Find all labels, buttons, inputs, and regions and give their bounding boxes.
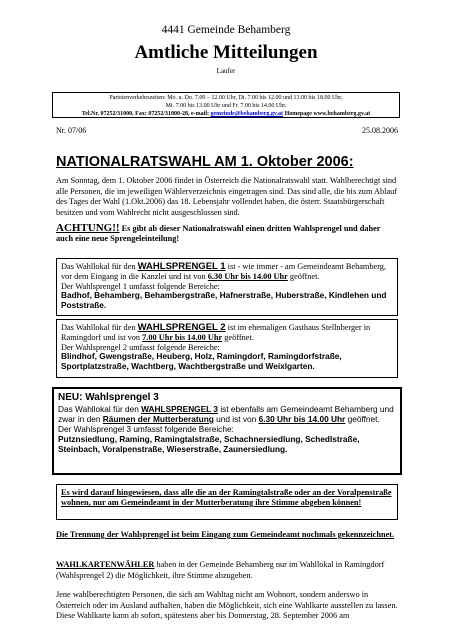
sprengel-3-place: Räumen der Mutterberatung — [102, 414, 214, 424]
wahlkarten-text: haben in der Gemeinde Behamberg nur im Wahllokal in Ramingdorf (Wahlsprengel 2) die Möglichkeit, ihre Stimme abzugeben. — [56, 560, 385, 580]
issue-line — [56, 126, 398, 135]
sprengel-3-areas-intro: Der Wahlsprengel 3 umfasst folgende Bereiche: — [58, 424, 234, 434]
municipality-name: 4441 Gemeinde Behamberg — [161, 24, 291, 36]
sprengel-2-intro — [61, 323, 393, 343]
homepage-text: Homepage www.behamberg.gv.at — [283, 111, 371, 117]
sprengel-3-mid2: und ist von — [213, 414, 259, 424]
sprengel-3-areas: Putznsiedlung, Raming, Ramingtalstraße, Schachnersiedlung, Schedlstraße, Steinbach, Voralpenstraße, Wieserstraße, Zaunersiedlung. — [58, 434, 360, 454]
sprengel-3-mid: ist ebenfalls am Gemeindeamt Behamberg und zwar in den — [58, 404, 394, 424]
office-hours-line-2: Mi. 7.00 bis 13.00 Uhr und Fr. 7.00 bis 14.00 Uhr. — [165, 103, 287, 109]
trennung-notice: Die Trennung der Wahlsprengel ist beim Eingang zum Gemeindeamt nochmals gekennzeichnet. — [56, 530, 395, 539]
achtung-text: Es gibt ab dieser Nationalratswahl einen dritten Wahlsprengel und daher auch eine neue Sprengeleinteilung! — [56, 224, 381, 243]
issue-number: Nr. 07/06 — [56, 126, 87, 135]
sprengel-1-mid: ist - wie immer - am Gemeindeamt Behamberg, vor dem Eingang in die Kanzlei und ist von — [61, 262, 387, 281]
sprengel-3-name: WAHLSPRENGEL 3 — [141, 404, 219, 414]
hinweis-box — [56, 484, 398, 520]
office-hours-line-1: Parteienverkehrszeiten: Mo. u. Do. 7.00 – 12.00 Uhr, Di. 7.00 bis 12.00 und 13.00 bis 18.00 Uhr, — [109, 95, 343, 101]
sprengel-1-post: geöffnet. — [287, 271, 320, 281]
sprengel-3-post: geöffnet. — [345, 414, 380, 424]
sprengel-3-intro — [58, 404, 396, 424]
page-subtitle: Laufer — [216, 67, 236, 75]
achtung-label: ACHTUNG!! — [56, 222, 120, 234]
sprengel-1-areas: Badhof, Behamberg, Behambergstraße, Hafnerstraße, Huberstraße, Kindlehen und Poststraße. — [61, 290, 387, 311]
sprengel-1-pre: Das Wahllokal für den — [61, 262, 138, 271]
sprengel-2-areas: Blindhof, Gwengstraße, Heuberg, Holz, Ramingdorf, Ramingdorfstraße, Sportplatzstraße, Wachtberg, Wachtbergstraße und Weixlgarten. — [61, 351, 342, 372]
sprengel-2-mid: ist im ehemaligen Gasthaus Stellnberger in Ramingdorf und ist von — [61, 323, 371, 342]
jene-paragraph: Jene wahlberechtigten Personen, die sich am Wahltag nicht am Wohnort, sondern anderswo in Österreich oder im Ausland aufhalten, haben die Möglichkeit, sich eine Wahlkarte ausstellen zu lassen. Diese Wahlkarte kann ab sofort, spätestens aber bis Donnerstag, 28. September 2006 am — [56, 590, 398, 620]
page-title: Amtliche Mitteilungen — [134, 42, 318, 63]
sprengel-2-post: geöffnet. — [222, 332, 254, 342]
wahlkarten-paragraph — [56, 560, 398, 581]
sprengel-1-time: 6.30 Uhr bis 14.00 Uhr — [207, 271, 288, 281]
sprengel-3-pre: Das Wahllokal für den — [58, 404, 142, 414]
sprengel-1-intro — [61, 262, 393, 282]
achtung-notice — [56, 223, 398, 244]
sprengel-3-box — [52, 387, 402, 475]
contact-phone-fax: Tel.Nr. 07252/31000, Fax: 07252/31000-28, e-mail: — [81, 111, 211, 117]
sprengel-1-name: WAHLSPRENGEL 1 — [137, 261, 226, 272]
wahlkarten-label: WAHLKARTENWÄHLER — [56, 560, 155, 569]
sprengel-3-time: 6.30 Uhr bis 14.00 Uhr — [258, 414, 346, 424]
article-headline: NATIONALRATSWAHL AM 1. Oktober 2006: — [56, 154, 354, 170]
sprengel-1-areas-intro: Der Wahlsprengel 1 umfasst folgende Bereiche: — [61, 281, 220, 291]
sprengel-2-areas-intro: Der Wahlsprengel 2 umfasst folgende Bereiche: — [61, 342, 220, 352]
sprengel-2-time: 7.00 Uhr bis 14.00 Uhr — [142, 332, 223, 342]
issue-date: 25.08.2006 — [362, 126, 398, 135]
hinweis-text: Es wird darauf hingewiesen, dass alle die an der Ramingtalstraße oder an der Voralpenstraße wohnen, nur am Gemeindeamt in der Mutterberatung ihre Stimme abgeben können! — [61, 488, 392, 507]
sprengel-2-pre: Das Wahllokal für den — [61, 323, 138, 332]
contact-line — [53, 110, 399, 118]
office-hours-box — [52, 92, 400, 118]
sprengel-2-name: WAHLSPRENGEL 2 — [137, 322, 226, 333]
sprengel-2-box — [56, 319, 398, 378]
email-link[interactable]: gemeinde@behamberg.gv.at — [210, 111, 284, 117]
sprengel-1-box — [56, 258, 398, 316]
sprengel-3-heading: NEU: Wahlsprengel 3 — [58, 392, 159, 403]
intro-paragraph: Am Sonntag, dem 1. Oktober 2006 findet in Österreich die Nationalratswahl statt. Wahlberechtigt sind alle Personen, die im jeweiligen Wählerverzeichnis eingetragen sind. Das sind alle, die bis zum Ablauf des Tages der Wahl (1.Okt.2006) das 18. Lebensjahr vollendet haben, die österr. Staatsbürgerschaft besitzen und vom Wahlrecht nicht ausgeschlossen sind. — [56, 176, 398, 217]
